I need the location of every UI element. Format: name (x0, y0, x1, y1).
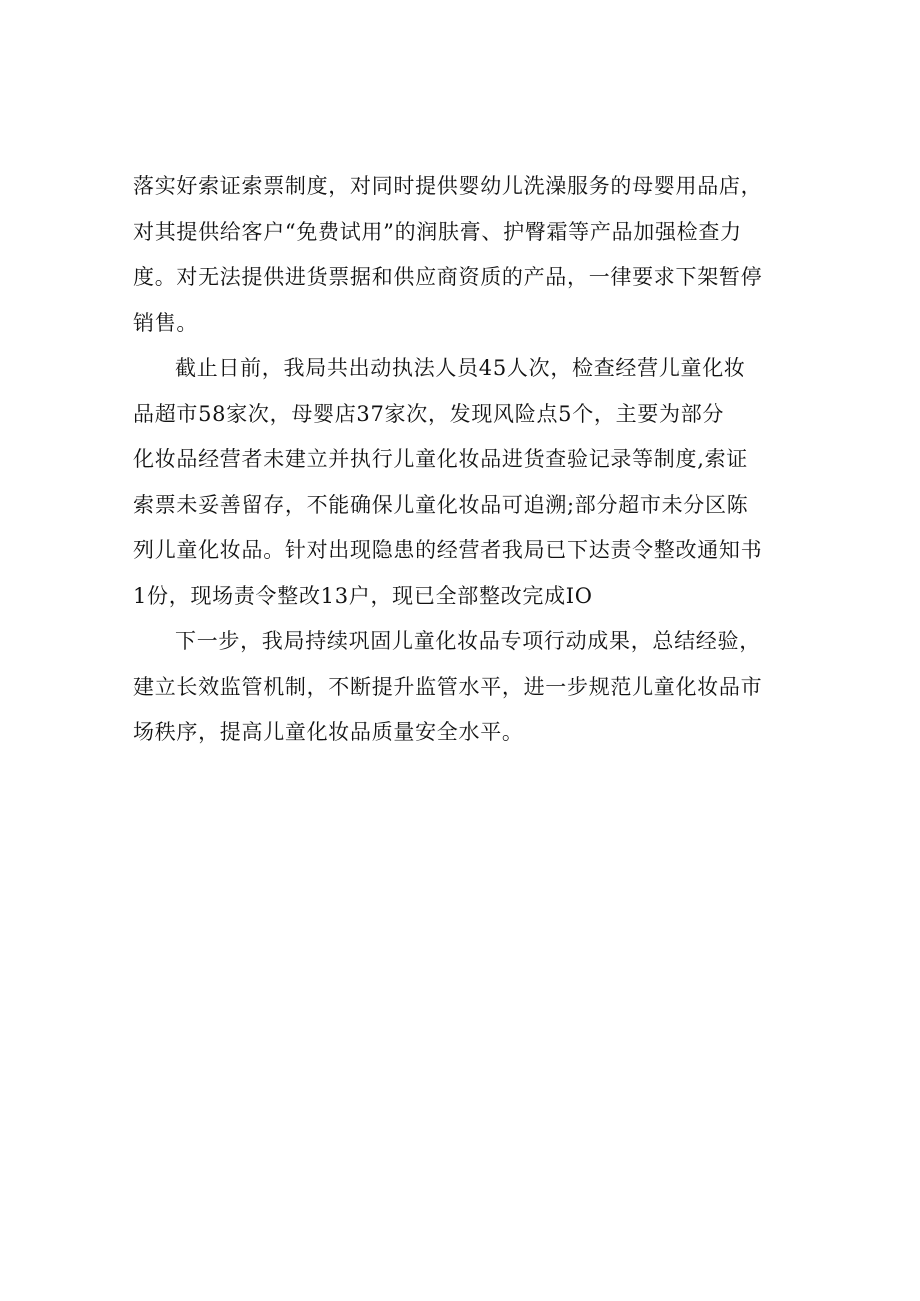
document-body (133, 164, 803, 756)
text-line: 度。对无法提供进货票据和供应商资质的产品，一律要求下架暂停 (133, 265, 763, 289)
text-line: 建立长效监管机制，不断提升监管水平，进一步规范儿童化妆品市 (133, 674, 763, 699)
text-line: 下一步，我局持续巩固儿童化妆品专项行动成果，总结经验， (175, 629, 761, 653)
text-line: 索票未妥善留存，不能确保儿童化妆品可追溯;部分超市未分区陈 (133, 492, 749, 517)
text-line: 对其提供给客户“免费试用”的润肤膏、护臀霜等产品加强检查力 (133, 219, 742, 244)
paragraph-next-steps (133, 619, 803, 756)
text-line: 截止日前，我局共出动执法人员45人次，检查经营儿童化妆 (175, 356, 746, 380)
text-line: 化妆品经营者未建立并执行儿童化妆品进货查验记录等制度,索证 (133, 447, 748, 471)
text-line: 1份，现场责令整改13户，现已全部整改完成IO (133, 583, 593, 608)
text-line: 品超市58家次，母婴店37家次，发现风险点5个，主要为部分 (133, 401, 725, 426)
text-line: 销售。 (133, 310, 199, 335)
text-line: 列儿童化妆品。针对出现隐患的经营者我局已下达责令整改通知书 (133, 538, 763, 562)
paragraph-inspection-requirements (133, 164, 803, 346)
text-line: 场秩序，提高儿童化妆品质量安全水平。 (133, 720, 524, 744)
text-line: 落实好索证索票制度，对同时提供婴幼儿洗澡服务的母婴用品店， (133, 174, 763, 198)
paragraph-inspection-results (133, 346, 803, 619)
